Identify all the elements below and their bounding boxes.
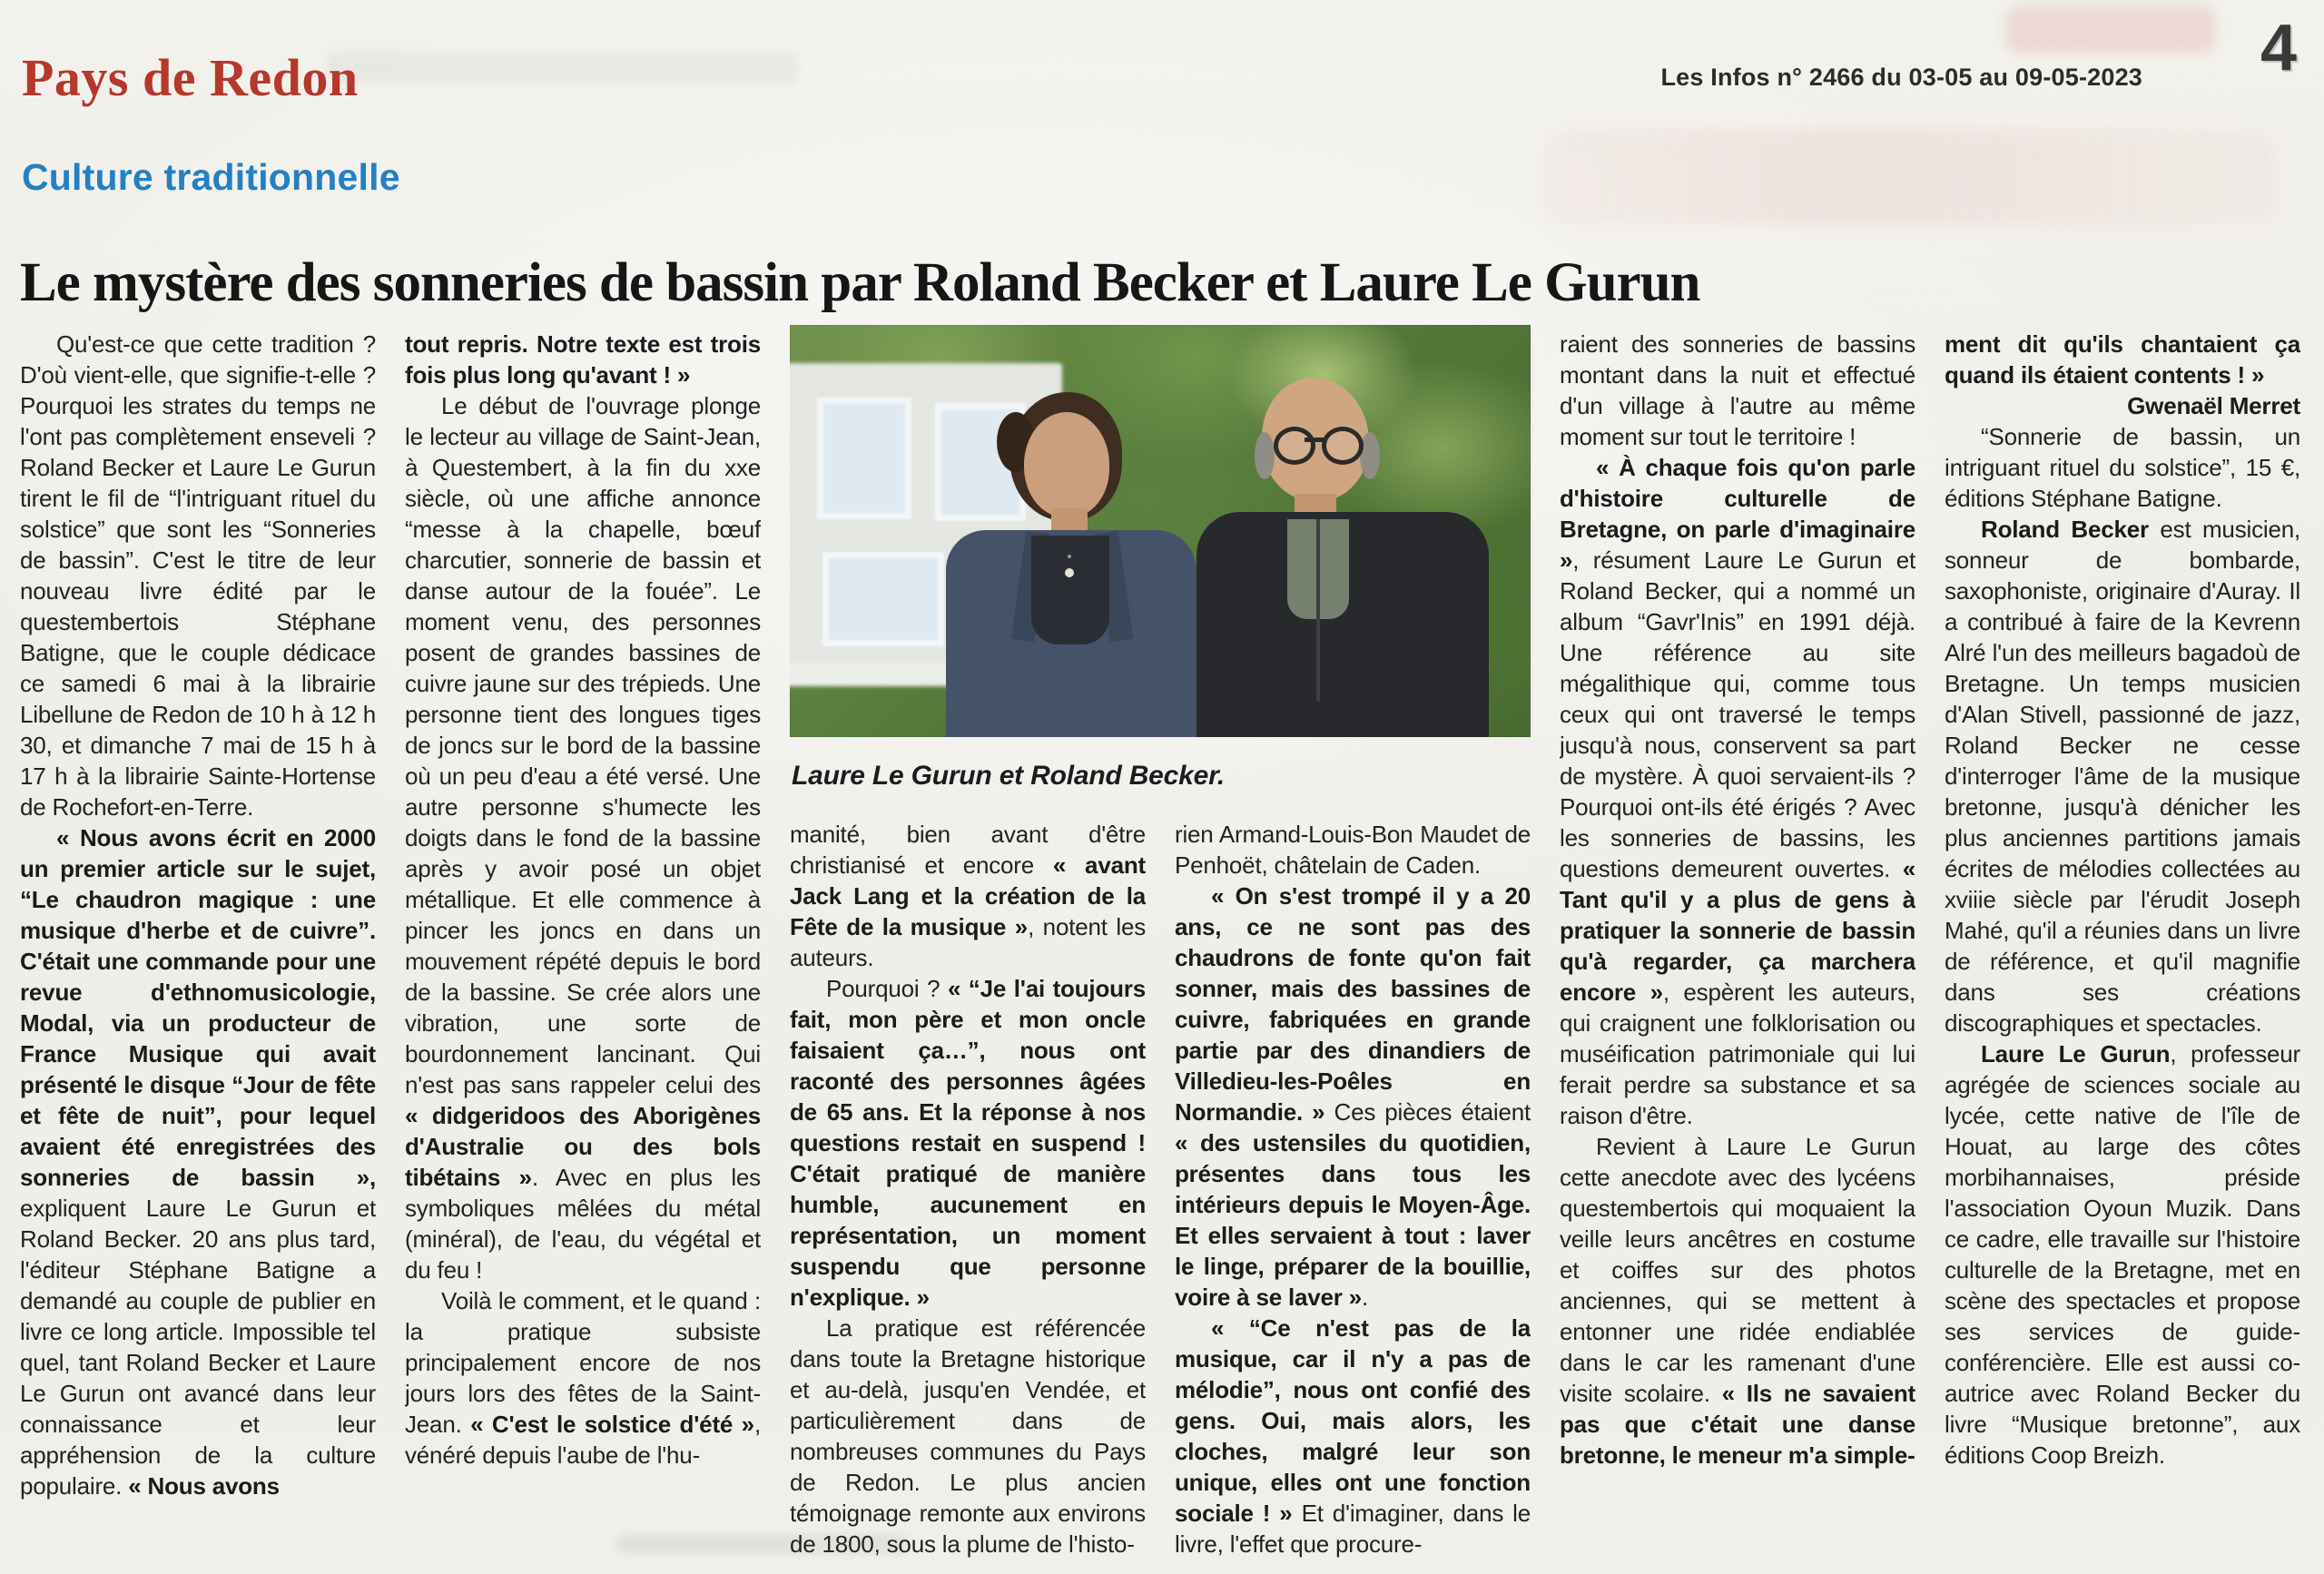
- text-run: , résument Laure Le Gurun et Roland Becker, qui a nommé un album “Gavr'Inis” en 1991 déjà. Une référence au site mégalithique qui, comme tous ceux qui ont traversé le temps jusqu'à nous, conservent sa part de mystère. À quoi servaient-ils ? Pourquoi ont-ils été érigés ? Avec les sonneries de bassins, les questions demeurent ouvertes.: [1560, 546, 1915, 882]
- bleedthrough-smudge: [2006, 5, 2215, 53]
- text-run: . Avec en plus les symboliques mêlées du métal (minéral), de l'eau, du végétal et du feu !: [405, 1164, 761, 1284]
- paragraph: [1560, 1131, 1915, 1471]
- issue-line: Les Infos n° 2466 du 03-05 au 09-05-2023: [1660, 64, 2142, 91]
- paragraph: [405, 390, 761, 1285]
- paragraph: [20, 329, 376, 822]
- text-run: Qu'est-ce que cette tradition ? D'où vient-elle, que signifie-t-elle ? Pourquoi les strates du temps ne l'ont pas complètement enseveli ? Roland Becker et Laure Le Gurun tirent le fil de “l'intriguant rituel du solstice” que sont les “Sonneries de bassin”. C'est le titre de leur nouveau livre édité par le questembertois Stéphane Batigne, que le couple dédicace ce samedi 6 mai à la librairie Libellune de Redon de 10 h à 12 h 30, et dimanche 7 mai de 15 h à 17 h à la librairie Sainte-Hortense de Rochefort-en-Terre.: [20, 330, 376, 821]
- quote-bold-run: « Nous avons: [128, 1472, 280, 1500]
- text-run: , espèrent les auteurs, qui craignent une folklorisation ou muséification patrimoniale qui lui ferait perdre sa substance et sa raison d'être.: [1560, 979, 1915, 1129]
- paragraph: [1560, 329, 1915, 452]
- photo-man-hair: [1360, 432, 1380, 479]
- photo-caption: Laure Le Gurun et Roland Becker.: [792, 761, 1226, 791]
- article-photo: [790, 325, 1531, 737]
- quote-bold-run: Roland Becker: [1981, 516, 2149, 543]
- text-run: , vénéré depuis l'aube de l'hu-: [405, 1411, 761, 1469]
- paragraph: [790, 819, 1146, 973]
- text-run: raient des sonneries de bassins montant dans la nuit et effectué d'un village à l'autre au même moment sur tout le territoire !: [1560, 330, 1915, 450]
- paragraph: [405, 1285, 761, 1471]
- paragraph: [1175, 1313, 1531, 1559]
- headline: Le mystère des sonneries de bassin par Roland Becker et Laure Le Gurun: [20, 251, 1700, 313]
- kicker: Culture traditionnelle: [22, 156, 400, 198]
- photo-man-glasses-bridge: [1305, 438, 1324, 442]
- photo-man-zipper: [1316, 519, 1320, 701]
- text-run: “Sonnerie de bassin, un intriguant rituel du solstice”, 15 €, éditions Stéphane Batigne.: [1945, 423, 2300, 512]
- quote-bold-run: Laure Le Gurun: [1981, 1040, 2171, 1067]
- photo-man-glasses: [1322, 427, 1364, 465]
- photo-man-hair: [1255, 432, 1275, 479]
- bleedthrough-smudge: [327, 53, 799, 84]
- quote-bold-run: « didgeridoos des Aborigènes d'Australie ou des bols tibétains »: [405, 1102, 761, 1191]
- quote-bold-run: tout repris. Notre texte est trois fois plus long qu'avant ! »: [405, 330, 761, 389]
- quote-bold-run: « On s'est trompé il y a 20 ans, ce ne sont pas des chaudrons de fonte qu'on fait sonner, mais des bassines de cuivre, fabriquées en grande partie par des dinandiers de Villedieu-les-Poêles en Normandie. »: [1175, 882, 1531, 1126]
- photo-window: [822, 552, 944, 646]
- quote-bold-run: Gwenaël Merret: [2127, 392, 2300, 419]
- text-run: Ces pièces étaient: [1324, 1098, 1531, 1126]
- paragraph: [790, 973, 1146, 1313]
- column-1: [20, 329, 376, 1574]
- photo-window: [817, 398, 911, 519]
- text-run: Le début de l'ouvrage plonge le lecteur au village de Saint-Jean, à Questembert, à la fin du xxe siècle, où une affiche annonce “messe à la chapelle, bœuf charcutier, sonnerie de bassin et danse autour de la fouée”. Le moment venu, des personnes posent de grandes bassines de cuivre jaune sur des trépieds. Une personne tient des longues tiges de joncs sur le bord de la bassine où un peu d'eau a été versé. Une autre personne s'humecte les doigts dans le fond de la bassine après y avoir posé un objet métallique. Et elle commence à pincer les joncs en dans un mouvement répété depuis le bord de la bassine. Se crée alors une vibration, une sorte de bourdonnement lancinant. Qui n'est pas sans rappeler celui des: [405, 392, 761, 1098]
- quote-bold-run: « À chaque fois qu'on parle d'histoire culturelle de Bretagne, on parle d'imaginaire »: [1560, 454, 1915, 574]
- text-run: Revient à Laure Le Gurun cette anecdote avec des lycéens questembertois qui moquaient la veille leurs ancêtres en costume et coiffes sur des photos anciennes, qui se mettent à entonner une ridée endiablée dans le car les ramenant d'une visite scolaire.: [1560, 1133, 1915, 1407]
- column-6: [1945, 329, 2300, 1574]
- photo-woman-necklace: [1065, 568, 1074, 577]
- text-run: est musicien, sonneur de bombarde, saxophoniste, originaire d'Auray. Il a contribué à faire de la Kevrenn Alré l'un des meilleurs bagadoù de Bretagne. Un temps musicien d'Alan Stivell, passionné de jazz, Roland Becker ne cesse d'interroger l'âme de la musique bretonne, jusqu'à dénicher les plus anciennes partitions jamais écrites de mélodies collectées au xviiie siècle par l'érudit Joseph Mahé, qu'il a réunies dans un livre de référence, et qu'il magnifie dans ses créations discographiques et spectacles.: [1945, 516, 2300, 1037]
- text-run: .: [1362, 1284, 1369, 1311]
- paragraph: [790, 1313, 1146, 1559]
- paragraph: [405, 329, 761, 390]
- quote-bold-run: ment dit qu'ils chantaient ça quand ils étaient contents ! »: [1945, 330, 2300, 389]
- paragraph: [20, 822, 376, 1501]
- paragraph: [1945, 421, 2300, 514]
- text-run: Pourquoi ?: [826, 975, 948, 1002]
- text-run: manité, bien avant d'être christianisé et encore: [790, 821, 1146, 879]
- paragraph: [1945, 329, 2300, 390]
- photo-man-glasses: [1274, 427, 1315, 465]
- column-5: [1560, 329, 1915, 1574]
- text-run: rien Armand-Louis-Bon Maudet de Penhoët, châtelain de Caden.: [1175, 821, 1531, 879]
- quote-bold-run: « Ils ne savaient pas que c'était une danse bretonne, le meneur m'a simple-: [1560, 1380, 1915, 1469]
- bleedthrough-smudge: [1543, 129, 2279, 224]
- text-run: expliquent Laure Le Gurun et Roland Becker. 20 ans plus tard, l'éditeur Stéphane Batigne a demandé au couple de publier en livre ce long article. Impossible tel quel, tant Roland Becker et Laure Le Gurun ont avancé dans leur connaissance et leur appréhension de la culture populaire.: [20, 1195, 376, 1500]
- section-title: Pays de Redon: [22, 48, 359, 107]
- column-2: [405, 329, 761, 1574]
- page-number: 4: [2260, 12, 2297, 84]
- quote-bold-run: « “Je l'ai toujours fait, mon père et mon oncle faisaient ça…”, nous ont raconté des personnes âgées de 65 ans. Et la réponse à nos questions restait en suspend ! C'était pratiqué de manière humble, aucunement en représentation, un moment suspendu que personne n'explique. »: [790, 975, 1146, 1311]
- paragraph: [1945, 514, 2300, 1038]
- photo-woman-face: [1024, 412, 1109, 517]
- paragraph: [1175, 819, 1531, 880]
- quote-bold-run: « C'est le solstice d'été »: [470, 1411, 754, 1438]
- paragraph: [1560, 452, 1915, 1131]
- quote-bold-run: « “Ce n'est pas de la musique, car il n'y a pas de mélodie”, nous ont confié des gens. Oui, mais alors, les cloches, malgré leur son unique, elles ont une fonction sociale ! »: [1175, 1314, 1531, 1527]
- photo-woman-shirt: [1031, 536, 1109, 644]
- text-run: , notent les auteurs.: [790, 913, 1146, 971]
- text-run: La pratique est référencée dans toute la Bretagne historique et au-delà, jusqu'en Vendée, et particulièrement dans de nombreuses communes du Pays de Redon. Le plus ancien témoignage remonte aux environs de 1800, sous la plume de l'histo-: [790, 1314, 1146, 1558]
- quote-bold-run: « Tant qu'il y a plus de gens à pratiquer la sonnerie de bassin qu'à regarder, ça marchera encore »: [1560, 855, 1915, 1006]
- text-run: Et d'imaginer, dans le livre, l'effet que procure-: [1175, 1500, 1531, 1558]
- paragraph: [1945, 390, 2300, 421]
- paragraph: [1945, 1038, 2300, 1471]
- quote-bold-run: « avant Jack Lang et la création de la Fête de la musique »: [790, 851, 1146, 940]
- quote-bold-run: « Nous avons écrit en 2000 un premier article sur le sujet, “Le chaudron magique : une musique d'herbe et de cuivre”. C'était une commande pour une revue d'ethnomusicologie, Modal, via un producteur de France Musique qui avait présenté le disque “Jour de fête et fête de nuit”, pour lequel avaient été enregistrées des sonneries de bassin »,: [20, 824, 376, 1191]
- paragraph: [1175, 880, 1531, 1313]
- text-run: , professeur agrégée de sciences sociale au lycée, cette native de l'île de Houat, au large des côtes morbihannaises, préside l'association Oyoun Muzik. Dans ce cadre, elle travaille sur l'histoire culturelle de la Bretagne, met en scène des spectacles et propose ses services de guide-conférencière. Elle est aussi co-autrice avec Roland Becker du livre “Musique bretonne”, aux éditions Coop Breizh.: [1945, 1040, 2300, 1469]
- text-run: Voilà le comment, et le quand : la pratique subsiste principalement encore de nos jours lors des fêtes de la Saint-Jean.: [405, 1287, 761, 1438]
- quote-bold-run: « des ustensiles du quotidien, présentes dans tous les intérieurs depuis le Moyen-Âge. Et elles servaient à tout : laver le linge, préparer de la bouillie, voire à se laver »: [1175, 1129, 1531, 1311]
